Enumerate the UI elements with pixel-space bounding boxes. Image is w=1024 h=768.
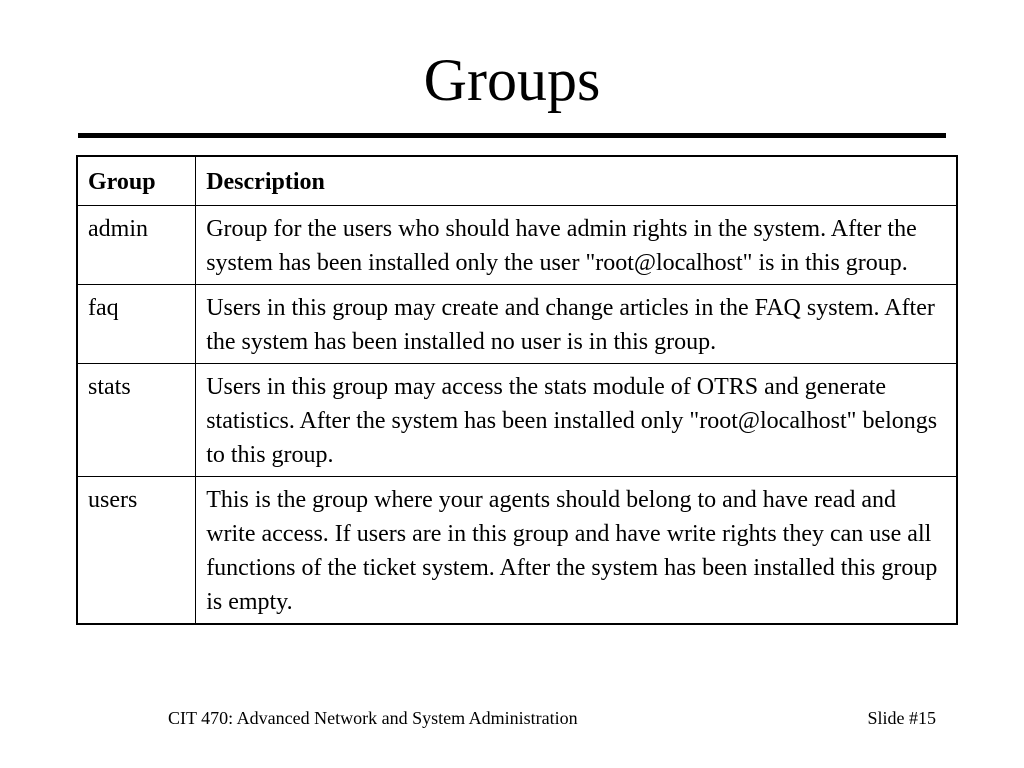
footer-course-title: CIT 470: Advanced Network and System Administration [168,708,578,728]
group-name-cell: stats [77,364,196,477]
column-header-group: Group [77,156,196,206]
table-row [77,364,957,477]
group-name-cell: admin [77,206,196,285]
table-row [77,285,957,364]
column-header-description: Description [196,156,957,206]
table-row [77,206,957,285]
group-name-cell: faq [77,285,196,364]
table-header-row [77,156,957,206]
group-name-cell: users [77,477,196,625]
table-row [77,477,957,625]
slide-title: Groups [423,47,601,113]
group-description-cell: Group for the users who should have admin rights in the system. After the system has been installed only the user "root@localhost" is in this group. [196,206,957,285]
group-description-cell: Users in this group may create and change articles in the FAQ system. After the system has been installed no user is in this group. [196,285,957,364]
group-description-cell: This is the group where your agents should belong to and have read and write access. If users are in this group and have write rights they can use all functions of the ticket system. After the system has been installed this group is empty. [196,477,957,625]
group-description-cell: Users in this group may access the stats module of OTRS and generate statistics. After the system has been installed only "root@localhost" belongs to this group. [196,364,957,477]
groups-table [76,155,958,625]
footer-slide-number: Slide #15 [867,708,936,728]
title-divider [78,133,946,138]
